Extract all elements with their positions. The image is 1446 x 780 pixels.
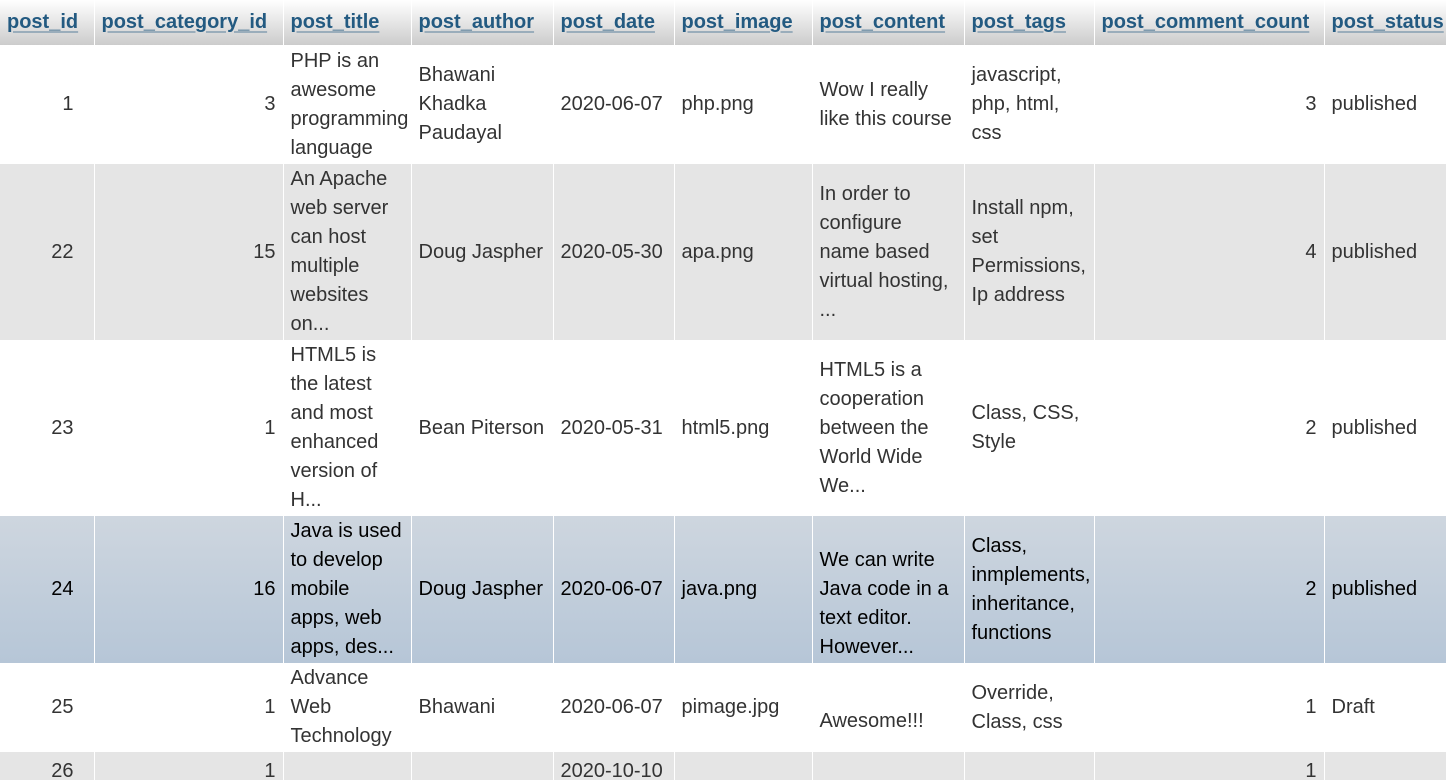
column-header-label[interactable]: post_comment_count [1101,11,1310,33]
cell-post-category-id[interactable]: 1 [94,752,283,780]
cell-post-tags[interactable] [964,752,1094,780]
table-row[interactable] [0,340,1446,516]
column-header-post-status[interactable] [1324,0,1446,45]
column-header-post-title[interactable] [283,0,411,45]
cell-post-status[interactable]: published [1324,340,1446,516]
cell-post-image[interactable]: apa.png [674,164,812,340]
cell-post-date[interactable]: 2020-06-07 [553,45,674,164]
cell-post-id[interactable]: 22 [0,164,94,340]
cell-post-author[interactable]: Doug Jaspher [411,164,553,340]
cell-post-author[interactable]: Doug Jaspher [411,516,553,663]
column-header-label[interactable]: post_content [819,11,946,33]
column-header-post-category-id[interactable] [94,0,283,45]
column-header-post-date[interactable] [553,0,674,45]
cell-post-title[interactable]: HTML5 is the latest and most enhanced version of H... [283,340,411,516]
cell-post-content[interactable]: Awesome!!! [812,663,964,752]
column-header-post-tags[interactable] [964,0,1094,45]
cell-post-id[interactable]: 1 [0,45,94,164]
cell-post-id[interactable]: 24 [0,516,94,663]
table-row[interactable] [0,752,1446,780]
cell-post-id[interactable]: 26 [0,752,94,780]
cell-post-category-id[interactable]: 1 [94,340,283,516]
cell-post-status[interactable]: published [1324,45,1446,164]
cell-post-content[interactable]: In order to configure name based virtual hosting, ... [812,164,964,340]
table-row-highlighted[interactable] [0,516,1446,663]
cell-post-tags[interactable]: javascript, php, html, css [964,45,1094,164]
column-header-label[interactable]: post_author [418,11,535,33]
cell-post-date[interactable]: 2020-10-10 [553,752,674,780]
cell-post-content[interactable]: We can write Java code in a text editor. However... [812,516,964,663]
cell-post-image[interactable] [674,752,812,780]
cell-post-date[interactable]: 2020-05-30 [553,164,674,340]
cell-post-content[interactable]: Wow I really like this course [812,45,964,164]
cell-post-tags[interactable]: Class, CSS, Style [964,340,1094,516]
table-row[interactable] [0,663,1446,752]
cell-post-comment-count[interactable]: 4 [1094,164,1324,340]
cell-post-title[interactable]: PHP is an awesome programming language [283,45,411,164]
cell-post-comment-count[interactable]: 1 [1094,752,1324,780]
column-header-label[interactable]: post_id [7,11,79,33]
cell-post-comment-count[interactable]: 1 [1094,663,1324,752]
cell-post-image[interactable]: php.png [674,45,812,164]
column-header-post-comment-count[interactable] [1094,0,1324,45]
cell-post-category-id[interactable]: 1 [94,663,283,752]
cell-post-title[interactable]: Advance Web Technology [283,663,411,752]
cell-post-tags[interactable]: Override, Class, css [964,663,1094,752]
cell-post-title[interactable]: An Apache web server can host multiple websites on... [283,164,411,340]
cell-post-comment-count[interactable]: 2 [1094,516,1324,663]
column-header-post-id[interactable] [0,0,94,45]
cell-post-author[interactable]: Bhawani [411,663,553,752]
cell-post-author[interactable] [411,752,553,780]
cell-post-title[interactable] [283,752,411,780]
cell-post-status[interactable] [1324,752,1446,780]
cell-post-author[interactable]: Bean Piterson [411,340,553,516]
cell-post-id[interactable]: 23 [0,340,94,516]
cell-post-tags[interactable]: Install npm, set Permissions, Ip address [964,164,1094,340]
cell-post-category-id[interactable]: 15 [94,164,283,340]
cell-post-date[interactable]: 2020-05-31 [553,340,674,516]
cell-post-id[interactable]: 25 [0,663,94,752]
cell-post-title[interactable]: Java is used to develop mobile apps, web apps, des... [283,516,411,663]
cell-post-status[interactable]: published [1324,516,1446,663]
cell-post-image[interactable]: pimage.jpg [674,663,812,752]
column-header-label[interactable]: post_image [681,11,793,33]
column-header-label[interactable]: post_category_id [101,11,268,33]
column-header-label[interactable]: post_tags [971,11,1066,33]
column-header-post-image[interactable] [674,0,812,45]
column-header-post-author[interactable] [411,0,553,45]
cell-post-category-id[interactable]: 3 [94,45,283,164]
cell-post-comment-count[interactable]: 3 [1094,45,1324,164]
table-row[interactable] [0,164,1446,340]
cell-post-image[interactable]: html5.png [674,340,812,516]
cell-post-date[interactable]: 2020-06-07 [553,516,674,663]
table-row[interactable] [0,45,1446,164]
cell-post-tags[interactable]: Class, inmplements, inheritance, functions [964,516,1094,663]
cell-post-content[interactable]: HTML5 is a cooperation between the World Wide We... [812,340,964,516]
cell-post-status[interactable]: Draft [1324,663,1446,752]
header-row [0,0,1446,45]
cell-post-author[interactable]: Bhawani Khadka Paudayal [411,45,553,164]
column-header-label[interactable]: post_title [290,11,380,33]
column-header-post-content[interactable] [812,0,964,45]
column-header-label[interactable]: post_status [1331,11,1444,33]
cell-post-status[interactable]: published [1324,164,1446,340]
cell-post-image[interactable]: java.png [674,516,812,663]
cell-post-date[interactable]: 2020-06-07 [553,663,674,752]
cell-post-comment-count[interactable]: 2 [1094,340,1324,516]
cell-post-content[interactable] [812,752,964,780]
column-header-label[interactable]: post_date [560,11,655,33]
cell-post-category-id[interactable]: 16 [94,516,283,663]
